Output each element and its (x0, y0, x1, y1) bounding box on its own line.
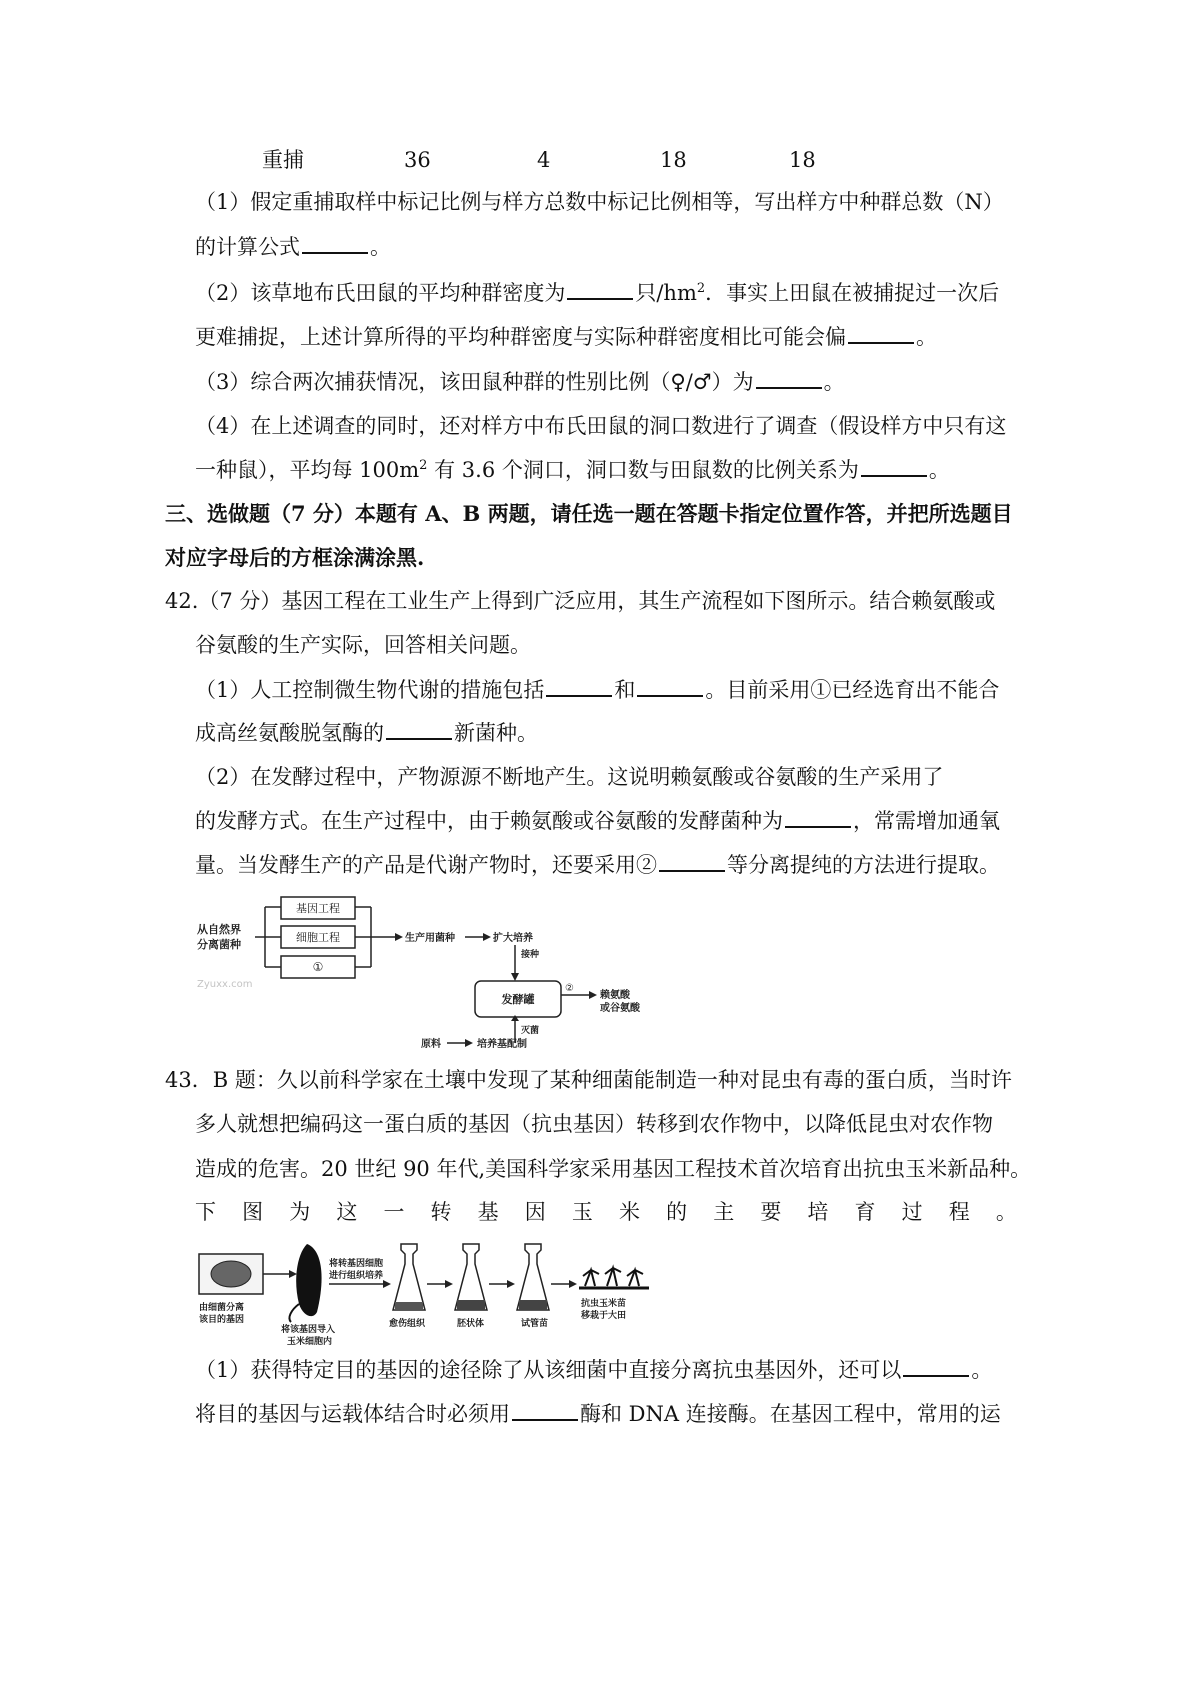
table-row-recapture (0, 145, 1200, 175)
q42-intro-line1: 42.（7 分）基因工程在工业生产上得到广泛应用，其生产流程如下图所示。结合赖氨酸或 (165, 589, 996, 613)
table-cell: 18 (660, 148, 687, 172)
q42-part2-line2: 的发酵方式。在生产过程中，由于赖氨酸或谷氨酸的发酵菌种为 ，常需增加通氧 (195, 806, 1000, 836)
source-label: 从自然界 (197, 923, 241, 936)
svg-text:试管苗: 试管苗 (521, 1319, 549, 1329)
q42-intro-line2: 谷氨酸的生产实际，回答相关问题。 (195, 633, 531, 657)
q42-part1-line1: （1）人工控制微生物代谢的措施包括 和 。目前采用①已经选育出不能合 (195, 675, 999, 705)
justified-char: 米 (618, 1200, 640, 1224)
answer-blank[interactable] (567, 278, 633, 300)
svg-text:①: ① (312, 960, 324, 974)
justified-char: 因 (524, 1200, 546, 1224)
answer-blank[interactable] (302, 232, 368, 254)
q43-part1-line1: （1）获得特定目的基因的途径除了从该细菌中直接分离抗虫基因外，还可以 。 (195, 1355, 992, 1385)
svg-text:原料: 原料 (421, 1039, 441, 1050)
svg-text:玉米细胞内: 玉米细胞内 (287, 1337, 333, 1347)
svg-text:抗虫玉米苗: 抗虫玉米苗 (581, 1299, 627, 1309)
answer-blank[interactable] (659, 850, 725, 872)
q41-part3: （3）综合两次捕获情况，该田鼠种群的性别比例（♀/♂）为 。 (195, 367, 845, 397)
justified-char: 。 (995, 1200, 1017, 1224)
transgenic-corn-diagram (195, 1240, 675, 1352)
answer-blank[interactable] (861, 455, 927, 477)
justified-char: 下 (195, 1200, 216, 1224)
q43-line2: 多人就想把编码这一蛋白质的基因（抗虫基因）转移到农作物中，以降低昆虫对农作物 (195, 1112, 993, 1136)
answer-blank[interactable] (903, 1355, 969, 1377)
q41-part4-line1: （4）在上述调查的同时，还对样方中布氏田鼠的洞口数进行了调查（假设样方中只有这 (195, 414, 1007, 438)
justified-char: 玉 (571, 1200, 593, 1224)
watermark: Zyuxx.com (197, 979, 253, 990)
justified-char: 转 (430, 1200, 452, 1224)
justified-char: 图 (242, 1200, 264, 1224)
justified-char: 程 (948, 1200, 970, 1224)
svg-text:生产用菌种: 生产用菌种 (405, 933, 455, 944)
table-cell-label: 重捕 (262, 148, 304, 172)
svg-text:灭菌: 灭菌 (521, 1026, 540, 1036)
q41-part1-line2: 的计算公式 。 (195, 232, 391, 262)
source-label: 分离菌种 (197, 938, 241, 951)
svg-text:进行组织培养: 进行组织培养 (329, 1271, 384, 1281)
justified-char: 基 (477, 1200, 499, 1224)
svg-text:细胞工程: 细胞工程 (296, 931, 340, 944)
answer-blank[interactable] (848, 322, 914, 344)
section3-heading-line1: 三、选做题（7 分）本题有 A、B 两题，请任选一题在答题卡指定位置作答，并把所选题目 (165, 501, 1013, 526)
svg-text:基因工程: 基因工程 (296, 902, 340, 915)
table-cell: 18 (789, 148, 816, 172)
justified-char: 这 (336, 1200, 358, 1224)
svg-text:发酵罐: 发酵罐 (501, 993, 535, 1006)
svg-text:培养基配制: 培养基配制 (477, 1039, 527, 1050)
svg-text:②: ② (565, 983, 574, 994)
svg-text:将转基因细胞: 将转基因细胞 (329, 1259, 384, 1269)
justified-char: 的 (666, 1200, 688, 1224)
justified-char: 要 (760, 1200, 782, 1224)
production-flow-diagram (195, 895, 715, 1055)
q42-part2-line1: （2）在发酵过程中，产物源源不断地产生。这说明赖氨酸或谷氨酸的生产采用了 (195, 765, 944, 789)
svg-text:胚状体: 胚状体 (457, 1319, 485, 1329)
q41-part2-line1: （2）该草地布氏田鼠的平均种群密度为 只$/hm^2$．事实上田鼠在被捕捉过一次后 (195, 278, 999, 308)
justified-char: 培 (807, 1200, 829, 1224)
justified-char: 一 (383, 1200, 405, 1224)
svg-text:该目的基因: 该目的基因 (199, 1315, 245, 1325)
corn-ear-icon (296, 1244, 321, 1316)
answer-blank[interactable] (637, 675, 703, 697)
q43-line1: 43．B 题：久以前科学家在土壤中发现了某种细菌能制造一种对昆虫有毒的蛋白质，当时许 (165, 1068, 1012, 1092)
q41-part1-line1: （1）假定重捕取样中标记比例与样方总数中标记比例相等，写出样方中种群总数（N） (195, 190, 1004, 214)
q43-part1-line2: 将目的基因与运载体结合时必须用 酶和 DNA 连接酶。在基因工程中，常用的运 (195, 1399, 1001, 1429)
svg-text:接种: 接种 (521, 950, 540, 960)
answer-blank[interactable] (512, 1399, 578, 1421)
table-cell: 4 (537, 148, 551, 172)
svg-text:愈伤组织: 愈伤组织 (389, 1319, 426, 1329)
justified-char: 育 (854, 1200, 876, 1224)
q42-part1-line2: 成高丝氨酸脱氢酶的 新菌种。 (195, 718, 538, 748)
q42-part2-line3: 量。当发酵生产的产品是代谢产物时，还要采用② 等分离提纯的方法进行提取。 (195, 850, 1000, 880)
answer-blank[interactable] (785, 806, 851, 828)
svg-text:或谷氨酸: 或谷氨酸 (600, 1003, 640, 1014)
section3-heading-line2: 对应字母后的方框涂满涂黑. (165, 545, 425, 570)
justified-char: 主 (713, 1200, 735, 1224)
q43-line3: 造成的危害。20 世纪 90 年代,美国科学家采用基因工程技术首次培育出抗虫玉米新品种。 (195, 1157, 1032, 1181)
svg-text:扩大培养: 扩大培养 (493, 933, 533, 944)
flask-icon (393, 1244, 425, 1310)
q43-line4 (195, 1197, 1017, 1227)
svg-text:由细菌分离: 由细菌分离 (199, 1303, 245, 1313)
justified-char: 为 (289, 1200, 311, 1224)
svg-text:移栽于大田: 移栽于大田 (581, 1311, 627, 1321)
table-cell: 36 (404, 148, 431, 172)
svg-text:赖氨酸: 赖氨酸 (600, 990, 630, 1001)
q41-part2-line2: 更难捕捉，上述计算所得的平均种群密度与实际种群密度相比可能会偏 。 (195, 322, 937, 352)
answer-blank[interactable] (546, 675, 612, 697)
corn-seedlings-icon (579, 1268, 649, 1288)
answer-blank[interactable] (756, 367, 822, 389)
svg-text:将该基因导入: 将该基因导入 (281, 1325, 336, 1335)
answer-blank[interactable] (386, 718, 452, 740)
q41-part4-line2: 一种鼠），平均每 $100m^2$ 有 3.6 个洞口，洞口数与田鼠数的比例关系为 。 (195, 455, 950, 485)
justified-char: 过 (901, 1200, 923, 1224)
